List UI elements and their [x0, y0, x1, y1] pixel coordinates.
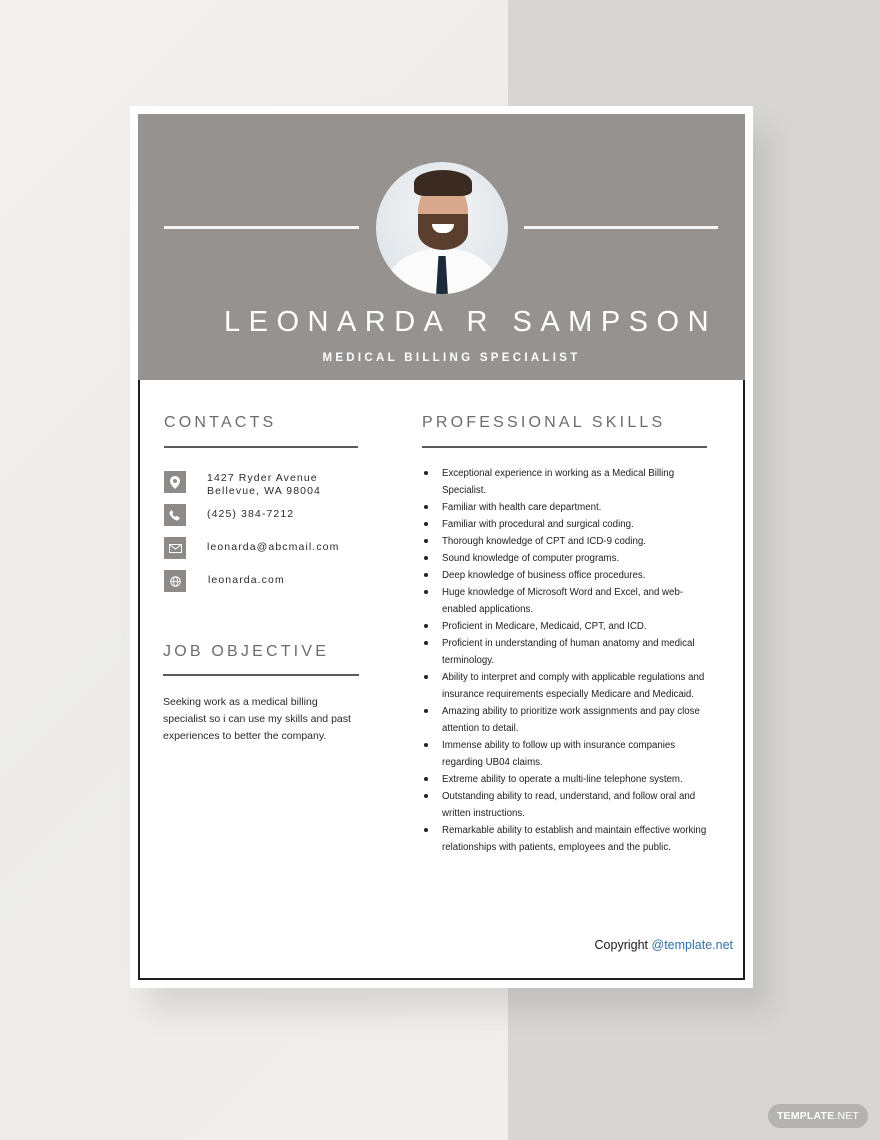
skill-item: Familiar with procedural and surgical coding. — [422, 516, 712, 533]
job-title: MEDICAL BILLING SPECIALIST — [322, 352, 581, 364]
objective-rule — [163, 674, 359, 676]
objective-text: Seeking work as a medical billing specialist so i can use my skills and past experiences to better the company. — [163, 696, 351, 742]
skill-item: Familiar with health care department. — [422, 499, 712, 516]
resume-page — [130, 106, 753, 988]
skill-item: Immense ability to follow up with insurance companies regarding UB04 claims. — [422, 737, 712, 771]
email-address: leonarda@abcmail.com — [207, 541, 340, 553]
contact-address — [164, 471, 321, 498]
contacts-rule — [164, 446, 358, 448]
website: leonarda.com — [208, 574, 285, 586]
skill-item: Proficient in understanding of human anatomy and medical terminology. — [422, 635, 712, 669]
skill-item: Remarkable ability to establish and maintain effective working relationships with patients, employees and the public. — [422, 822, 712, 856]
skill-item: Proficient in Medicare, Medicaid, CPT, and ICD. — [422, 618, 712, 635]
skill-item: Amazing ability to prioritize work assignments and pay close attention to detail. — [422, 703, 712, 737]
header-divider-right — [524, 226, 718, 229]
skill-item: Outstanding ability to read, understand, and follow oral and written instructions. — [422, 788, 712, 822]
phone-number: (425) 384-7212 — [207, 508, 295, 520]
header-divider-left — [164, 226, 359, 229]
watermark-suffix: .NET — [834, 1110, 860, 1122]
watermark-brand: TEMPLATE — [776, 1110, 835, 1122]
contact-email — [164, 537, 339, 559]
location-pin-icon — [164, 471, 186, 493]
address-line-2: Bellevue, WA 98004 — [207, 485, 321, 497]
skills-heading: PROFESSIONAL SKILLS — [422, 414, 666, 431]
resume-header — [138, 114, 745, 380]
photo-hair — [414, 170, 472, 196]
skills-rule — [422, 446, 707, 448]
address-line-1: 1427 Ryder Avenue — [207, 472, 318, 484]
contact-phone — [164, 504, 294, 526]
template-net-watermark[interactable] — [768, 1104, 868, 1128]
skills-list — [422, 465, 712, 856]
skill-item: Extreme ability to operate a multi-line telephone system. — [422, 771, 712, 788]
copyright-notice — [595, 938, 733, 952]
envelope-icon — [164, 537, 186, 559]
skill-item: Exceptional experience in working as a Medical Billing Specialist. — [422, 465, 712, 499]
candidate-name: LEONARDA R SAMPSON — [223, 306, 718, 338]
skill-item: Thorough knowledge of CPT and ICD-9 coding. — [422, 533, 712, 550]
profile-photo — [376, 162, 508, 294]
copyright-label: Copyright — [594, 938, 649, 952]
skill-item: Deep knowledge of business office procedures. — [422, 567, 712, 584]
phone-icon — [164, 504, 186, 526]
contact-website — [164, 570, 285, 592]
skill-item: Sound knowledge of computer programs. — [422, 550, 712, 567]
globe-icon — [164, 570, 186, 592]
contacts-heading: CONTACTS — [164, 414, 277, 431]
objective-heading: JOB OBJECTIVE — [163, 643, 330, 660]
copyright-link[interactable]: @template.net — [651, 938, 733, 952]
skill-item: Ability to interpret and comply with applicable regulations and insurance requirements especially Medicare and Medicaid. — [422, 669, 712, 703]
skill-item: Huge knowledge of Microsoft Word and Excel, and web-enabled applications. — [422, 584, 712, 618]
